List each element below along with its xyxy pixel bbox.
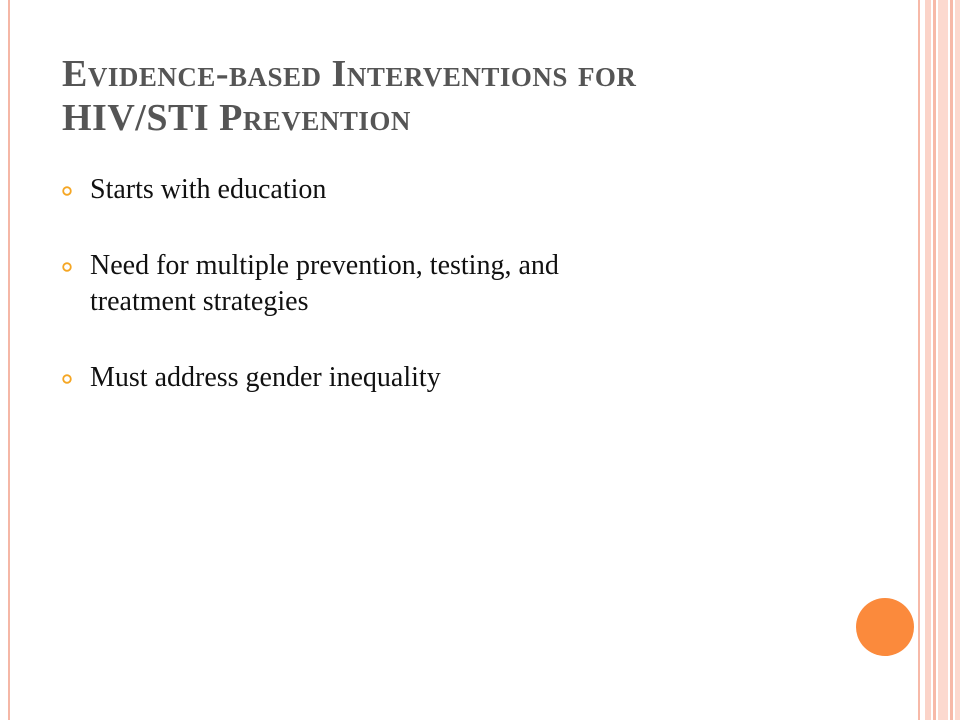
slide-title-line-1: Evidence-based Interventions for (62, 53, 637, 95)
right-decor-stripe (950, 0, 953, 720)
bullet-item (62, 360, 882, 396)
right-decor-stripe (925, 0, 931, 720)
right-decor-stripe (918, 0, 920, 720)
bullet-text-line-2: treatment strategies (90, 286, 309, 317)
bullet-list (62, 172, 882, 436)
open-circle-bullet-icon (62, 262, 72, 272)
right-decor-stripe (933, 0, 936, 720)
right-decor-stripe (938, 0, 948, 720)
slide-title-line-2: HIV/STI Prevention (62, 97, 411, 139)
slide-title (62, 52, 882, 140)
open-circle-bullet-icon (62, 186, 72, 196)
right-decor-stripe (955, 0, 960, 720)
open-circle-bullet-icon (62, 374, 72, 384)
bullet-text: Starts with education (90, 174, 327, 205)
bullet-text: Must address gender inequality (90, 362, 441, 393)
bullet-item (62, 172, 882, 208)
bullet-text-line-1: Need for multiple prevention, testing, and (90, 250, 559, 281)
left-border-line (8, 0, 10, 720)
bullet-item (62, 248, 882, 320)
orange-circle-icon (856, 598, 914, 656)
